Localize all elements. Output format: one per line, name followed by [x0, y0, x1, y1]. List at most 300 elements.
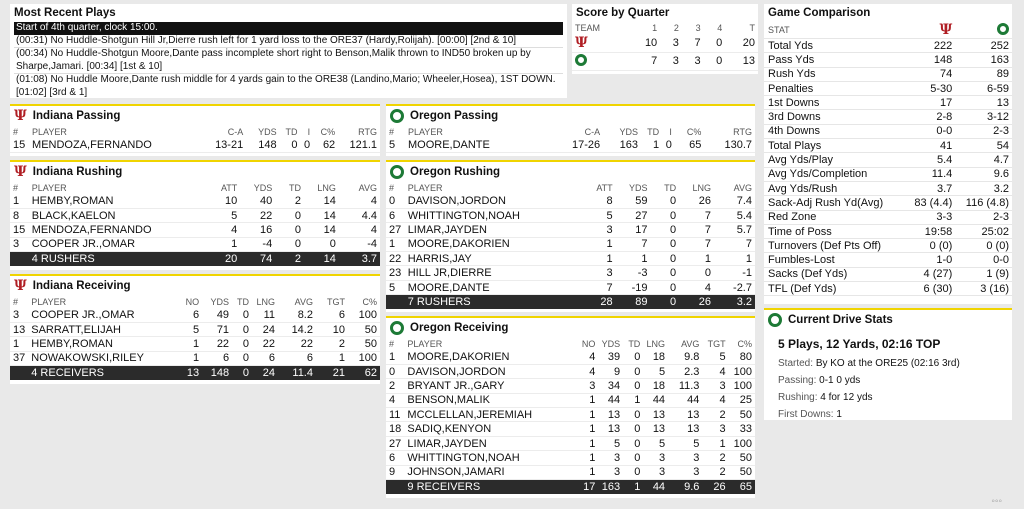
stat-cell: 4.4: [339, 208, 380, 222]
column-header[interactable]: TD: [237, 297, 250, 307]
stat-cell: 121.1: [338, 138, 380, 152]
quarter-start-line: Start of 4th quarter, clock 15:00.: [14, 22, 563, 35]
stats-table: [10, 182, 380, 266]
total-spacer: [386, 295, 405, 309]
stat-cell: 8: [579, 194, 616, 208]
column-header[interactable]: #: [389, 127, 395, 137]
column-header[interactable]: C-A: [584, 127, 601, 137]
stat-value: 3 (16): [980, 282, 1009, 295]
stat-cell: 27: [386, 436, 404, 450]
stat-value: 116 (4.8): [965, 196, 1009, 209]
header-row: [386, 338, 755, 350]
score-cell: 3: [682, 52, 704, 70]
column-header[interactable]: YDS: [628, 183, 648, 193]
stat-cell: 22: [252, 337, 278, 351]
stat-cell: 14: [304, 194, 339, 208]
stat-cell: 13: [598, 408, 623, 422]
stat-cell: 8: [10, 208, 29, 222]
recent-plays-list[interactable]: [10, 22, 567, 98]
column-header[interactable]: C%: [686, 127, 702, 137]
column-header[interactable]: LNG: [646, 339, 666, 349]
stat-cell: 1: [10, 194, 29, 208]
stat-value: 2-8: [936, 111, 953, 124]
stat-value: 0 (0): [929, 239, 953, 252]
player-row: [386, 364, 755, 378]
column-header[interactable]: PLAYER: [407, 127, 443, 137]
total-cell: 13: [178, 366, 202, 380]
total-cell: 89: [616, 295, 651, 309]
stat-cell: 11: [252, 308, 278, 322]
stat-value: 13: [996, 96, 1009, 109]
comparison-row: [764, 110, 1012, 124]
play-entry: (00:34) No Huddle-Shotgun Moore,Dante pass incomplete short right to Benson,Malik thrown to IND50 broken up by Sharpe,Jamari. [00:34] [1st & 10]: [14, 48, 563, 74]
game-comparison-panel: [764, 4, 1012, 304]
stat-cell: 34: [598, 379, 623, 393]
total-cell: 21: [316, 366, 348, 380]
stat-cell: 18: [643, 350, 668, 364]
stat-cell: 1: [316, 351, 348, 365]
stat-cell: 3: [702, 422, 728, 436]
column-header[interactable]: AVG: [733, 183, 752, 193]
column-header[interactable]: C%: [362, 297, 377, 307]
indiana-rushing-title: Indiana Rushing: [32, 166, 123, 178]
player-name: MOORE,DANTE: [405, 280, 579, 294]
stat-cell: 14.2: [278, 322, 316, 336]
comparison-row: [764, 81, 1012, 95]
player-name: MCCLELLAN,JEREMIAH: [404, 408, 576, 422]
stat-cell: 2: [316, 337, 348, 351]
stat-cell: 5.7: [714, 223, 755, 237]
stat-value: 4 (27): [923, 268, 953, 281]
header-row: [10, 126, 380, 138]
stat-cell: 44: [598, 393, 623, 407]
stat-cell: 6: [252, 351, 278, 365]
score-header: TEAM: [575, 23, 601, 33]
stat-value: 9.6: [993, 168, 1009, 181]
stat-cell: 0: [623, 408, 643, 422]
player-name: WHITTINGTON,NOAH: [405, 208, 579, 222]
stat-cell: 13: [668, 408, 702, 422]
stat-cell: 27: [386, 223, 405, 237]
stat-cell: 4: [702, 364, 728, 378]
stats-table: [386, 182, 755, 309]
stat-value: 54: [996, 139, 1009, 152]
column-header[interactable]: AVG: [681, 339, 700, 349]
stat-cell: 100: [729, 364, 755, 378]
indiana-logo-icon: Ψ: [939, 22, 953, 38]
total-cell: 3.7: [339, 252, 380, 266]
player-row: [386, 350, 755, 364]
player-name: BENSON,MALIK: [404, 393, 576, 407]
comparison-row: [764, 282, 1012, 296]
stat-cell: 1: [641, 138, 662, 152]
stat-cell: 100: [729, 436, 755, 450]
column-header[interactable]: PLAYER: [31, 183, 67, 193]
stat-cell: 13: [668, 422, 702, 436]
indiana-logo-icon: Ψ: [14, 278, 27, 294]
column-header[interactable]: PLAYER: [32, 127, 67, 137]
stat-cell: 5: [178, 322, 202, 336]
stat-cell: 0: [275, 208, 304, 222]
stat-cell: -3: [616, 266, 651, 280]
comparison-row: [764, 267, 1012, 281]
player-row: [10, 308, 380, 322]
stat-cell: 4: [679, 280, 714, 294]
total-cell: 74: [240, 252, 275, 266]
column-header[interactable]: C%: [737, 339, 752, 349]
stat-label: Red Zone: [768, 211, 817, 224]
total-spacer: [10, 366, 28, 380]
loading-icon: ◦◦◦: [991, 496, 1002, 507]
column-header[interactable]: RTG: [358, 127, 377, 137]
total-cell: 65: [729, 480, 755, 494]
score-table: [572, 22, 758, 71]
stat-cell: 0: [662, 138, 675, 152]
player-row: [386, 422, 755, 436]
indiana-passing-panel: [10, 104, 380, 156]
total-cell: 17: [576, 480, 598, 494]
stat-cell: 1: [386, 237, 405, 251]
column-header[interactable]: TGT: [707, 339, 726, 349]
comparison-row: [764, 39, 1012, 53]
indiana-passing-header: [10, 106, 380, 126]
stat-cell: 5: [668, 436, 702, 450]
stat-cell: 6: [202, 351, 232, 365]
stat-cell: 26: [679, 194, 714, 208]
stat-value: 0 (0): [986, 239, 1009, 252]
stat-cell: 0: [650, 280, 679, 294]
score-cell: 13: [725, 52, 758, 70]
oregon-logo-icon: [768, 313, 782, 327]
score-cell: 3: [660, 52, 682, 70]
total-cell: 2: [275, 252, 304, 266]
stat-cell: 50: [348, 322, 380, 336]
stat-value: 163: [990, 53, 1009, 66]
player-row: [386, 393, 755, 407]
player-row: [10, 237, 380, 251]
stat-cell: 3: [668, 465, 702, 479]
total-cell: 44: [643, 480, 668, 494]
stat-cell: 1: [576, 436, 598, 450]
player-row: [386, 223, 755, 237]
stat-cell: 17-26: [553, 138, 604, 152]
stat-cell: 0: [275, 223, 304, 237]
player-name: COOPER JR.,OMAR: [28, 308, 178, 322]
indiana-rushing-panel: [10, 160, 380, 270]
column-header[interactable]: LNG: [317, 183, 336, 193]
oregon-passing-title: Oregon Passing: [410, 110, 499, 122]
comparison-row: [764, 153, 1012, 167]
stat-value: 83 (4.4): [914, 196, 953, 209]
stat-cell: 0: [623, 465, 643, 479]
column-header[interactable]: C-A: [227, 127, 244, 137]
stat-cell: 6: [386, 451, 404, 465]
player-name: HARRIS,JAY: [405, 252, 579, 266]
oregon-receiving-title: Oregon Receiving: [410, 322, 509, 334]
player-name: DAVISON,JORDON: [404, 364, 576, 378]
stat-label: Pass Yds: [768, 53, 815, 66]
stat-cell: 0: [623, 451, 643, 465]
stat-cell: 50: [348, 337, 380, 351]
stat-value: 1 (9): [986, 268, 1009, 281]
column-header[interactable]: PLAYER: [31, 297, 67, 307]
stat-cell: 9: [386, 465, 404, 479]
column-header[interactable]: C%: [320, 127, 336, 137]
total-cell: 26: [702, 480, 728, 494]
stat-value: 5.4: [936, 154, 953, 167]
stat-cell: 4: [386, 393, 404, 407]
header-row: [386, 182, 755, 194]
stat-cell: 163: [603, 138, 641, 152]
column-header[interactable]: YDS: [619, 127, 639, 137]
stat-cell: 3: [579, 266, 616, 280]
stat-cell: 1: [576, 422, 598, 436]
player-name: SADIQ,KENYON: [404, 422, 576, 436]
stat-cell: 0: [623, 379, 643, 393]
header-row: [386, 126, 755, 138]
stat-cell: 1: [10, 337, 28, 351]
stat-cell: 27: [616, 208, 651, 222]
column-header[interactable]: RTG: [733, 127, 752, 137]
player-name: MOORE,DAKORIEN: [404, 350, 576, 364]
stat-header: STAT: [768, 25, 790, 35]
stat-cell: 100: [729, 379, 755, 393]
score-header: T: [749, 23, 755, 33]
column-header[interactable]: I: [669, 127, 672, 137]
column-header[interactable]: LNG: [256, 297, 276, 307]
column-header[interactable]: PLAYER: [407, 183, 443, 193]
stat-cell: 3: [10, 308, 28, 322]
column-header[interactable]: TD: [628, 339, 641, 349]
player-row: [386, 436, 755, 450]
drive-passing: Passing: 0-1 0 yds: [778, 375, 861, 386]
drive-title: Current Drive Stats: [788, 314, 893, 326]
comparison-row: [764, 253, 1012, 267]
stat-cell: 11: [386, 408, 404, 422]
column-header[interactable]: TD: [664, 183, 677, 193]
column-header[interactable]: AVG: [294, 297, 313, 307]
stat-cell: 5: [579, 208, 616, 222]
stat-cell: 4: [576, 364, 598, 378]
stat-value: 25:02: [981, 225, 1009, 238]
player-name: LIMAR,JAYDEN: [405, 223, 579, 237]
indiana-receiving-header: [10, 276, 380, 296]
stat-value: 2-3: [993, 125, 1009, 138]
total-cell: 24: [252, 366, 278, 380]
score-cell: 7: [628, 52, 661, 70]
column-header[interactable]: #: [13, 297, 19, 307]
player-row: [10, 337, 380, 351]
total-label: 4 RECEIVERS: [28, 366, 178, 380]
column-header[interactable]: TD: [647, 127, 660, 137]
stat-value: 74: [940, 68, 953, 81]
stat-cell: 0: [650, 194, 679, 208]
header-row: [10, 296, 380, 308]
stat-cell: 5: [643, 364, 668, 378]
comparison-title: Game Comparison: [768, 7, 871, 19]
stat-cell: 1: [702, 436, 728, 450]
column-header[interactable]: AVG: [358, 183, 377, 193]
total-spacer: [386, 480, 404, 494]
stat-label: Fumbles-Lost: [768, 254, 835, 267]
stat-value: 3-12: [986, 111, 1009, 124]
column-header[interactable]: #: [13, 183, 19, 193]
comparison-row: [764, 124, 1012, 138]
stat-cell: 1: [386, 350, 404, 364]
indiana-logo-icon: Ψ: [14, 164, 27, 180]
stat-cell: -4: [339, 237, 380, 251]
stat-cell: 5: [598, 436, 623, 450]
stat-cell: 100: [348, 351, 380, 365]
stat-cell: 4: [702, 393, 728, 407]
stat-cell: 2: [386, 379, 404, 393]
stat-cell: 5: [386, 280, 405, 294]
stat-cell: 0: [386, 194, 405, 208]
stat-cell: 3: [598, 451, 623, 465]
oregon-rushing-title: Oregon Rushing: [410, 166, 501, 178]
stat-label: 4th Downs: [768, 125, 820, 138]
player-row: [386, 208, 755, 222]
stat-cell: 2: [275, 194, 304, 208]
score-cell: 3: [660, 34, 682, 52]
play-entry: (00:31) No Huddle-Shotgun Hill Jr,Dierre rush left for 1 yard loss to the ORE37 (Hardy,Rolijah). [00:00] [2nd & 10]: [14, 35, 563, 49]
stat-cell: 4: [203, 223, 240, 237]
stat-cell: 1: [679, 252, 714, 266]
stat-cell: 50: [729, 408, 755, 422]
player-name: LIMAR,JAYDEN: [404, 436, 576, 450]
player-name: NOWAKOWSKI,RILEY: [28, 351, 178, 365]
total-cell: 62: [348, 366, 380, 380]
play-entry: (01:08) No Huddle Moore,Dante rush middle for 4 yards gain to the ORE38 (Landino,Mario; Wheeler,Hosea), 1ST DOWN. [01:02] [3rd & 1]: [14, 74, 563, 98]
stat-cell: 1: [178, 337, 202, 351]
column-header[interactable]: YDS: [253, 183, 273, 193]
column-header[interactable]: I: [307, 127, 311, 137]
stat-cell: 13: [643, 408, 668, 422]
stat-cell: 5.4: [714, 208, 755, 222]
column-header[interactable]: #: [389, 183, 395, 193]
stat-value: 222: [933, 39, 953, 52]
column-header[interactable]: NO: [581, 339, 596, 349]
stat-cell: 49: [202, 308, 232, 322]
column-header[interactable]: #: [389, 339, 395, 349]
player-row: [386, 237, 755, 251]
stat-cell: 0: [623, 422, 643, 436]
stat-cell: 3: [643, 465, 668, 479]
indiana-logo-icon: Ψ: [572, 34, 628, 52]
stat-value: 5-30: [930, 82, 953, 95]
stat-cell: 5: [702, 350, 728, 364]
column-header[interactable]: TD: [285, 127, 298, 137]
stat-cell: 14: [304, 208, 339, 222]
stat-cell: 1: [178, 351, 202, 365]
stat-cell: 7.4: [714, 194, 755, 208]
column-header[interactable]: ATT: [220, 183, 238, 193]
player-name: MOORE,DANTE: [405, 138, 553, 152]
stat-cell: 0: [679, 266, 714, 280]
total-label: 9 RECEIVERS: [404, 480, 576, 494]
comparison-row: [764, 53, 1012, 67]
column-header[interactable]: TD: [288, 183, 301, 193]
column-header[interactable]: PLAYER: [407, 339, 443, 349]
stat-cell: 11.3: [668, 379, 702, 393]
stat-value: 3.7: [936, 182, 953, 195]
stat-cell: 40: [240, 194, 275, 208]
stat-cell: 1: [576, 408, 598, 422]
column-header[interactable]: YDS: [601, 339, 621, 349]
stat-cell: 5: [203, 208, 240, 222]
stat-cell: 18: [643, 379, 668, 393]
player-name: BRYANT JR.,GARY: [404, 379, 576, 393]
oregon-passing-header: [386, 106, 755, 126]
stat-cell: 13-21: [196, 138, 246, 152]
stat-label: Avg Yds/Play: [768, 154, 834, 167]
score-cell: 7: [682, 34, 704, 52]
indiana-passing-title: Indiana Passing: [32, 110, 121, 122]
stat-cell: 50: [729, 451, 755, 465]
player-row: [10, 194, 380, 208]
stat-cell: 130.7: [704, 138, 755, 152]
comparison-row: [764, 196, 1012, 210]
player-row: [386, 465, 755, 479]
drive-started: Started: By KO at the ORE25 (02:16 3rd): [778, 358, 960, 369]
stat-cell: 65: [675, 138, 705, 152]
column-header[interactable]: TGT: [326, 297, 345, 307]
stat-label: Rush Yds: [768, 68, 816, 81]
stat-cell: 2: [702, 451, 728, 465]
player-name: BLACK,KAELON: [29, 208, 204, 222]
stat-cell: 0: [650, 266, 679, 280]
oregon-receiving-panel: [386, 316, 755, 498]
score-cell: 0: [704, 52, 726, 70]
column-header[interactable]: YDS: [258, 127, 277, 137]
stat-cell: 24: [252, 322, 278, 336]
player-name: SARRATT,ELIJAH: [28, 322, 178, 336]
total-label: 4 RUSHERS: [29, 252, 204, 266]
stat-label: Total Plays: [768, 139, 822, 152]
stat-cell: 2: [702, 465, 728, 479]
stat-cell: 14: [304, 223, 339, 237]
stat-label: TFL (Def Yds): [768, 282, 837, 295]
column-header[interactable]: ATT: [596, 183, 613, 193]
player-name: COOPER JR.,OMAR: [29, 237, 204, 251]
score-panel: [572, 4, 758, 74]
indiana-receiving-panel: [10, 274, 380, 384]
score-header: 2: [673, 23, 679, 33]
column-header[interactable]: NO: [185, 297, 200, 307]
stat-label: 3rd Downs: [768, 111, 821, 124]
drive-first-downs: First Downs: 1: [778, 409, 842, 420]
stat-value: 0-0: [936, 125, 953, 138]
total-cell: 26: [679, 295, 714, 309]
stat-cell: 37: [10, 351, 28, 365]
score-header: 3: [695, 23, 701, 33]
indiana-rushing-header: [10, 162, 380, 182]
stat-value: 148: [933, 53, 953, 66]
column-header[interactable]: #: [13, 127, 19, 137]
column-header[interactable]: YDS: [210, 297, 230, 307]
stat-cell: 71: [202, 322, 232, 336]
stat-cell: 18: [386, 422, 404, 436]
comparison-row: [764, 67, 1012, 81]
stat-cell: 25: [729, 393, 755, 407]
player-row: [386, 379, 755, 393]
stat-cell: 0: [650, 223, 679, 237]
stat-value: 3-3: [936, 211, 953, 224]
stat-cell: 39: [598, 350, 623, 364]
column-header[interactable]: LNG: [692, 183, 711, 193]
comparison-row: [764, 224, 1012, 238]
stats-table: [386, 338, 755, 494]
